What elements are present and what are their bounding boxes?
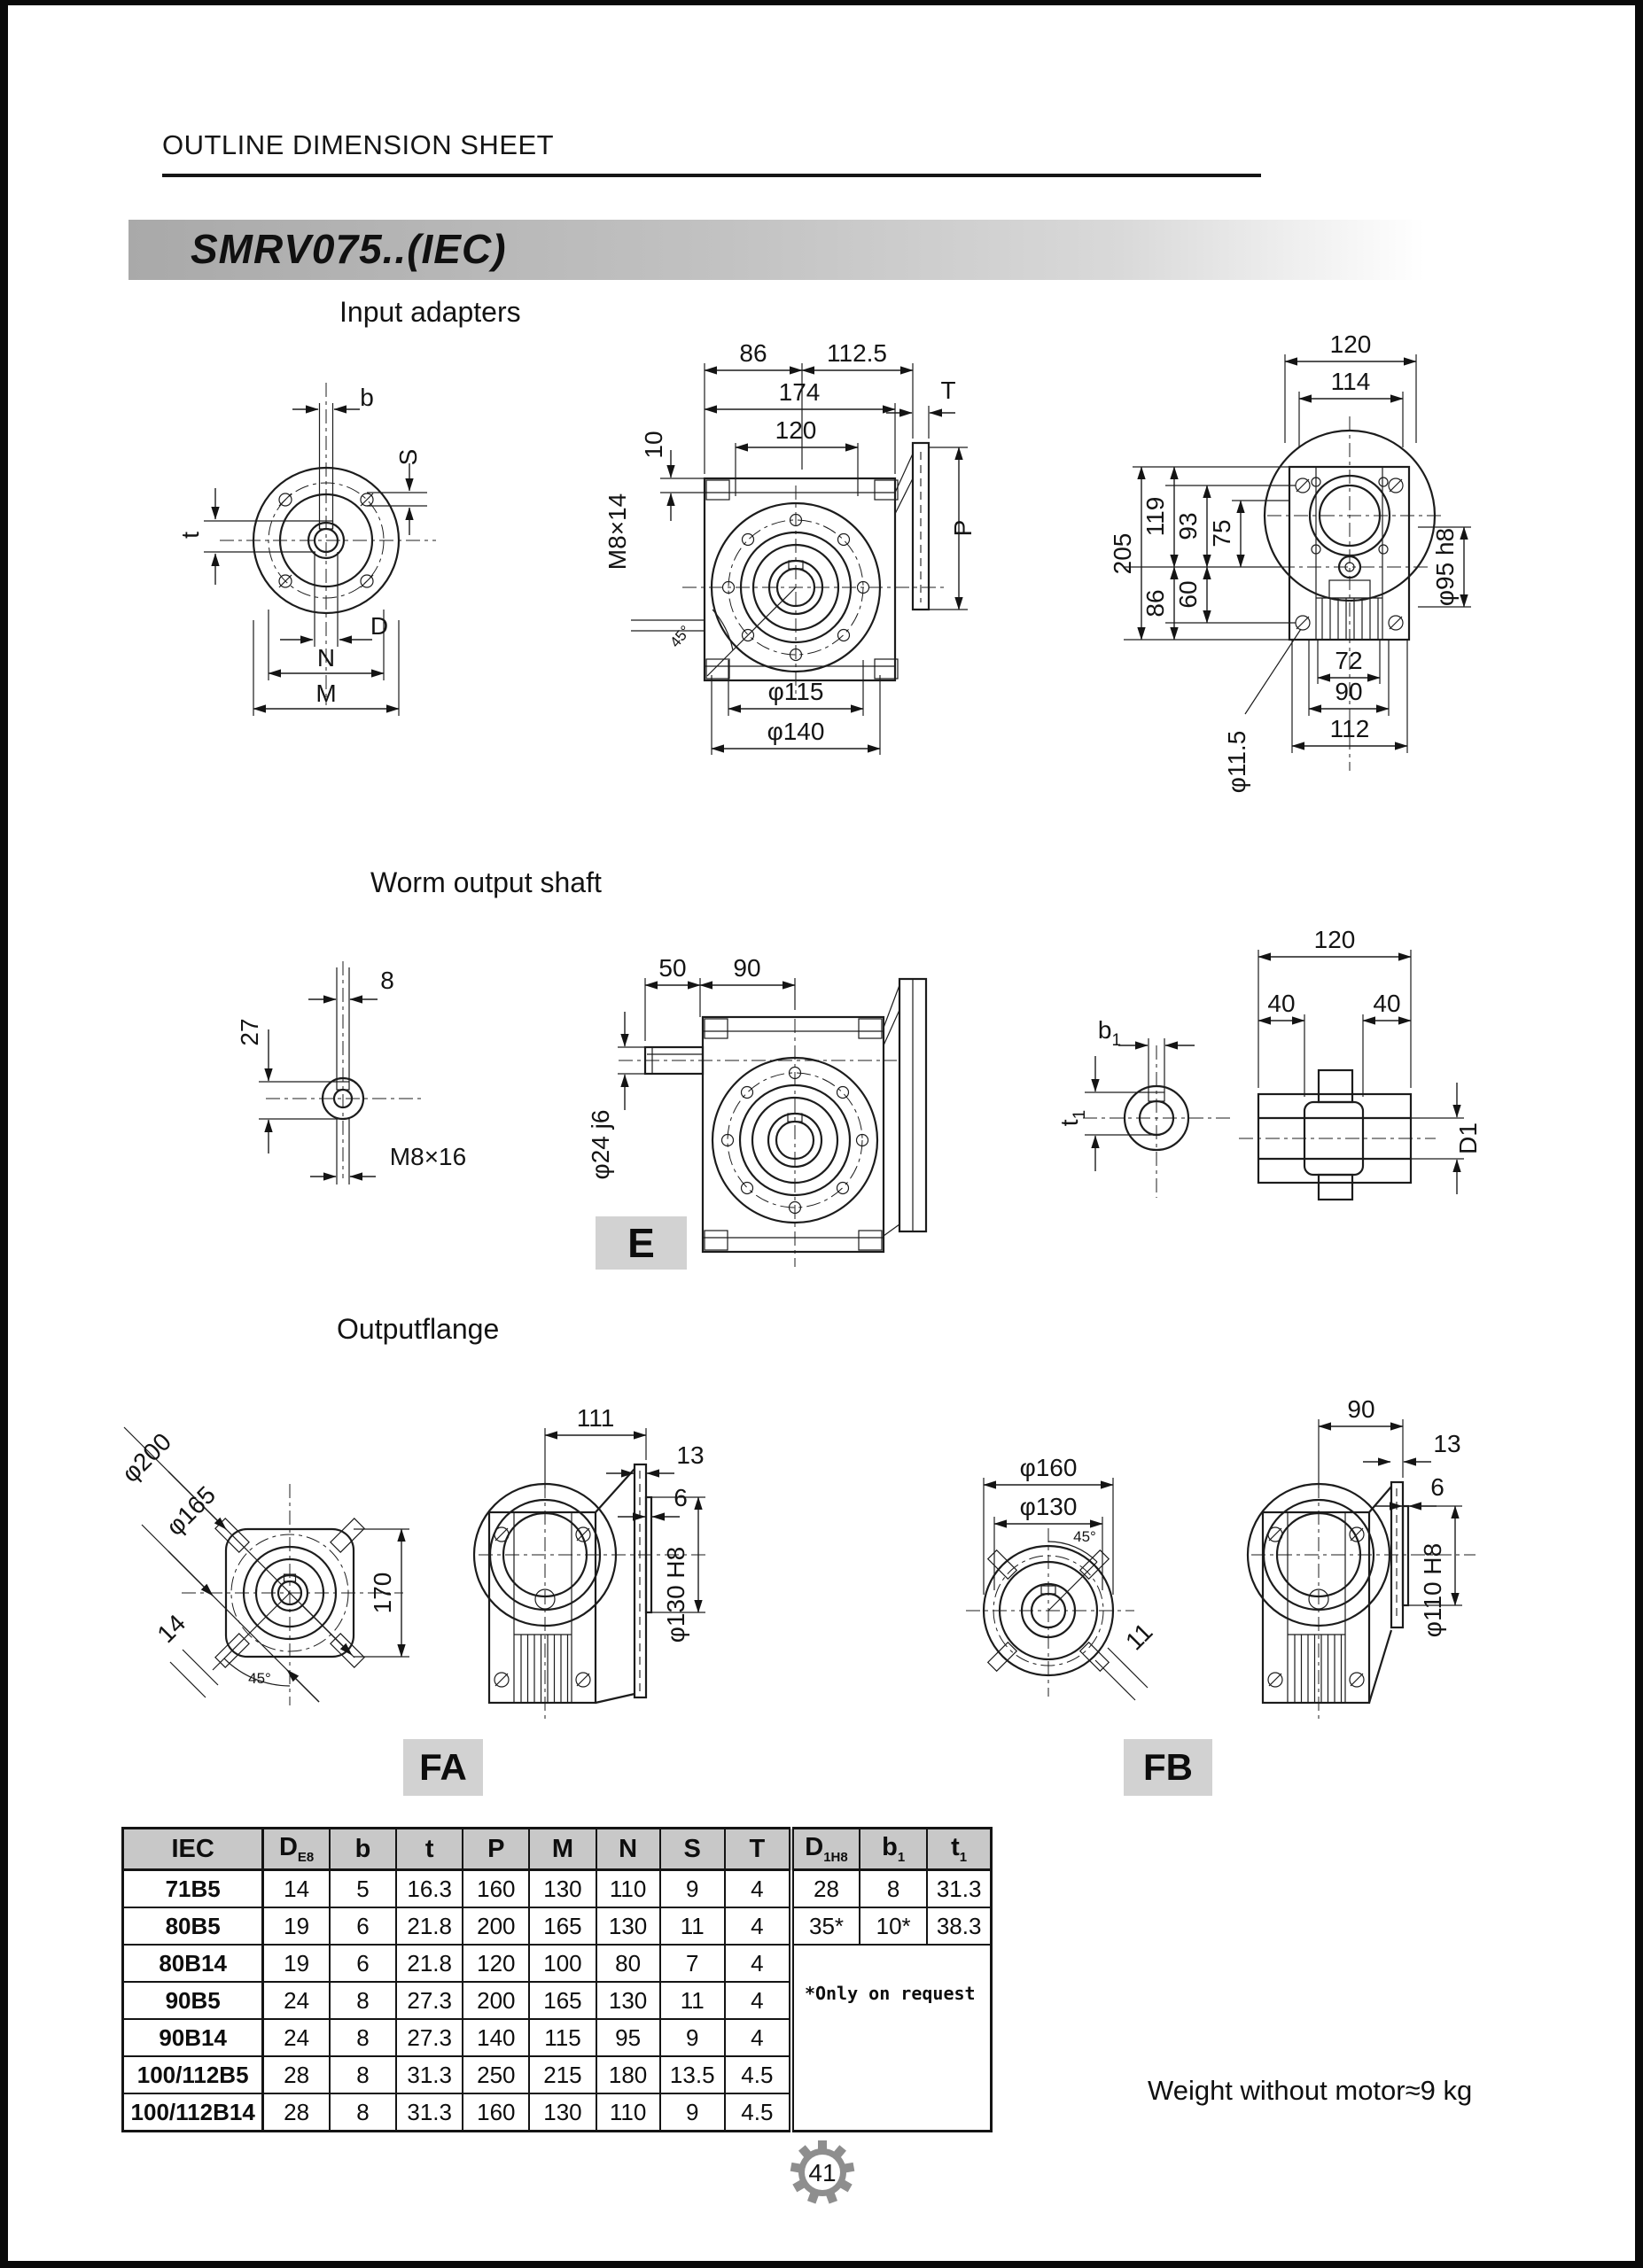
dim-label-phi165: φ165 bbox=[160, 1480, 222, 1542]
dim-label-75: 75 bbox=[1208, 519, 1235, 548]
table-cell: 8 bbox=[860, 1870, 927, 1908]
table-cell: 4.5 bbox=[725, 2056, 791, 2093]
page-number: 41 bbox=[808, 2159, 837, 2186]
table-cell: 4.5 bbox=[725, 2093, 791, 2132]
dim-label-phi24j6: φ24 j6 bbox=[587, 1109, 614, 1180]
dim-label-6: 6 bbox=[1430, 1473, 1444, 1501]
header-rule bbox=[162, 174, 1261, 177]
dim-label-D: D bbox=[370, 612, 389, 640]
dim-label-112-5: 112.5 bbox=[827, 339, 887, 367]
table-cell: 130 bbox=[529, 1870, 596, 1908]
table-cell: 19 bbox=[263, 1907, 330, 1945]
table-cell: 14 bbox=[263, 1870, 330, 1908]
dim-label-6: 6 bbox=[674, 1484, 688, 1511]
dim-label-111: 111 bbox=[576, 1404, 615, 1432]
table-cell: 130 bbox=[596, 1982, 660, 2019]
table-cell: 8 bbox=[330, 2056, 396, 2093]
table-cell: 6 bbox=[330, 1907, 396, 1945]
dimensions bbox=[116, 1427, 409, 1702]
table-header-t1: $t_1$ bbox=[927, 1829, 991, 1870]
drawing-input-adapter-side-view bbox=[1103, 323, 1511, 794]
dim-label-86: 86 bbox=[739, 339, 767, 367]
table-cell: 180 bbox=[596, 2056, 660, 2093]
table-cell: 9 bbox=[660, 1870, 725, 1908]
table-cell: 5 bbox=[330, 1870, 396, 1908]
flange-outline bbox=[966, 1528, 1134, 1697]
table-header-row bbox=[123, 1829, 992, 1870]
dim-label-60: 60 bbox=[1174, 580, 1202, 609]
dim-label-40-left: 40 bbox=[1267, 990, 1296, 1017]
table-cell: 215 bbox=[529, 2056, 596, 2093]
dim-label-45deg: 45° bbox=[248, 1670, 271, 1687]
dimensions bbox=[587, 954, 795, 1179]
table-cell: 71B5 bbox=[123, 1870, 263, 1908]
dim-label-b1: $b_1$ bbox=[1097, 1016, 1122, 1050]
page-number-gear-icon bbox=[787, 2137, 858, 2208]
table-header-D1H8: $D_{1H8}$ bbox=[791, 1829, 860, 1870]
table-cell: 6 bbox=[330, 1945, 396, 1982]
table-row-71B5 bbox=[123, 1870, 992, 1908]
dim-label-50: 50 bbox=[658, 954, 687, 982]
table-cell: 200 bbox=[463, 1982, 529, 2019]
table-cell: 100/112B14 bbox=[123, 2093, 263, 2132]
table-cell: 80B14 bbox=[123, 1945, 263, 1982]
drawing-fb-flange-front bbox=[957, 1418, 1250, 1736]
drawing-worm-shaft-end-view bbox=[222, 939, 514, 1196]
table-cell: 8 bbox=[330, 1982, 396, 2019]
table-header-M: M bbox=[529, 1829, 596, 1870]
dim-label-N: N bbox=[316, 644, 336, 672]
table-cell: 8 bbox=[330, 2093, 396, 2132]
table-cell: 90B14 bbox=[123, 2019, 263, 2056]
table-cell: 8 bbox=[330, 2019, 396, 2056]
table-cell: 21.8 bbox=[396, 1945, 463, 1982]
dim-label-11: 11 bbox=[1120, 1618, 1158, 1656]
dimensions bbox=[545, 1404, 705, 1643]
table-cell: 16.3 bbox=[396, 1870, 463, 1908]
dim-label-phi200: φ200 bbox=[116, 1427, 177, 1488]
dimensions bbox=[236, 967, 466, 1184]
dim-label-phi140: φ140 bbox=[767, 718, 825, 745]
dim-label-T: T bbox=[940, 377, 956, 404]
dim-label-10: 10 bbox=[640, 431, 667, 459]
frame-top bbox=[0, 0, 1643, 5]
dim-label-45deg: 45° bbox=[666, 622, 695, 651]
dim-label-phi130: φ130 bbox=[1019, 1493, 1078, 1520]
dimensions bbox=[176, 384, 427, 716]
drawing-input-adapter-gearbox-front bbox=[585, 337, 1055, 762]
dim-label-90: 90 bbox=[733, 954, 761, 982]
table-cell: 95 bbox=[596, 2019, 660, 2056]
dim-label-t: t bbox=[176, 532, 204, 539]
table-cell: 110 bbox=[596, 1870, 660, 1908]
table-cell: 28 bbox=[263, 2093, 330, 2132]
table-header-S: S bbox=[660, 1829, 725, 1870]
table-cell: 130 bbox=[596, 1907, 660, 1945]
view-tag-E: E bbox=[596, 1216, 687, 1270]
dim-label-M: M bbox=[315, 680, 337, 707]
table-header-b: b bbox=[330, 1829, 396, 1870]
table-cell: 35* bbox=[791, 1907, 860, 1945]
table-cell: 11 bbox=[660, 1982, 725, 2019]
table-cell: 19 bbox=[263, 1945, 330, 1982]
dim-label-8: 8 bbox=[380, 967, 394, 994]
dim-label-S: S bbox=[394, 448, 422, 466]
table-cell: 4 bbox=[725, 2019, 791, 2056]
table-cell: 13.5 bbox=[660, 2056, 725, 2093]
dim-label-40-right: 40 bbox=[1373, 990, 1401, 1017]
model-banner bbox=[128, 220, 1451, 280]
table-cell: 27.3 bbox=[396, 2019, 463, 2056]
dim-label-b: b bbox=[360, 384, 374, 411]
table-row-80B5 bbox=[123, 1907, 992, 1945]
section-title-output-flange: Outputflange bbox=[337, 1313, 500, 1345]
table-cell: 11 bbox=[660, 1907, 725, 1945]
dim-label-72: 72 bbox=[1335, 647, 1363, 674]
table-cell: 4 bbox=[725, 1907, 791, 1945]
table-header-T: T bbox=[725, 1829, 791, 1870]
table-cell: 160 bbox=[463, 1870, 529, 1908]
dimension-table bbox=[121, 1827, 993, 2132]
dim-label-phi130h8: φ130 H8 bbox=[662, 1546, 689, 1643]
table-cell: 31.3 bbox=[927, 1870, 991, 1908]
drawing-fb-flange-side bbox=[1232, 1391, 1524, 1728]
dim-label-14: 14 bbox=[152, 1609, 191, 1649]
dim-label-119: 119 bbox=[1141, 496, 1169, 537]
section-title-input-adapters: Input adapters bbox=[339, 296, 521, 328]
weight-note: Weight without motor≈9 kg bbox=[1148, 2075, 1473, 2106]
table-cell: 160 bbox=[463, 2093, 529, 2132]
table-cell: 130 bbox=[529, 2093, 596, 2132]
table-cell: 4 bbox=[725, 1982, 791, 2019]
table-cell: 24 bbox=[263, 1982, 330, 2019]
table-cell: 100/112B5 bbox=[123, 2056, 263, 2093]
dimension-table-wrap bbox=[121, 1827, 993, 2132]
drawing-fa-flange-side bbox=[434, 1391, 727, 1728]
dim-label-27: 27 bbox=[236, 1018, 263, 1046]
table-cell: 115 bbox=[529, 2019, 596, 2056]
dim-label-114: 114 bbox=[1330, 368, 1371, 395]
table-row-80B14 bbox=[123, 1945, 992, 1982]
dim-label-t1: $t_1$ bbox=[1055, 1109, 1089, 1127]
table-cell: 9 bbox=[660, 2019, 725, 2056]
table-header-t: t bbox=[396, 1829, 463, 1870]
dim-label-phi160: φ160 bbox=[1019, 1454, 1078, 1481]
table-header-P: P bbox=[463, 1829, 529, 1870]
drawing-output-hub bbox=[1046, 921, 1507, 1214]
dim-label-205: 205 bbox=[1109, 532, 1136, 575]
gearbox-outline bbox=[682, 443, 944, 700]
shaft-bore-view bbox=[1055, 1016, 1234, 1198]
table-cell: 80 bbox=[596, 1945, 660, 1982]
frame-left bbox=[0, 0, 8, 2268]
dim-label-D1: D1 bbox=[1454, 1122, 1482, 1154]
table-cell: 10* bbox=[860, 1907, 927, 1945]
dim-label-86: 86 bbox=[1141, 589, 1169, 617]
frame-right bbox=[1635, 0, 1643, 2268]
table-cell: 31.3 bbox=[396, 2093, 463, 2132]
table-cell: 140 bbox=[463, 2019, 529, 2056]
drawing-fa-flange-front bbox=[62, 1382, 452, 1736]
drawing-input-adapter-front-view bbox=[124, 354, 452, 726]
table-cell: 4 bbox=[725, 1870, 791, 1908]
page-title: OUTLINE DIMENSION SHEET bbox=[162, 129, 555, 160]
table-cell: 31.3 bbox=[396, 2056, 463, 2093]
dim-label-120: 120 bbox=[1313, 926, 1356, 953]
dim-label-93: 93 bbox=[1174, 512, 1202, 540]
model-banner-label: SMRV075..(IEC) bbox=[191, 226, 507, 272]
dim-label-90: 90 bbox=[1347, 1395, 1375, 1423]
frame-bottom bbox=[0, 2261, 1643, 2268]
table-cell: 90B5 bbox=[123, 1982, 263, 2019]
table-cell: 110 bbox=[596, 2093, 660, 2132]
table-cell: 200 bbox=[463, 1907, 529, 1945]
dim-label-13: 13 bbox=[1433, 1430, 1461, 1457]
table-cell: 38.3 bbox=[927, 1907, 991, 1945]
dim-label-phi110h8: φ110 H8 bbox=[1419, 1542, 1446, 1638]
table-cell: 100 bbox=[529, 1945, 596, 1982]
hub-section bbox=[1239, 926, 1482, 1200]
table-cell: 250 bbox=[463, 2056, 529, 2093]
dim-label-P: P bbox=[949, 519, 977, 537]
dim-label-112: 112 bbox=[1329, 715, 1370, 742]
table-header-DE8: $D_{E8}$ bbox=[263, 1829, 330, 1870]
table-cell: 21.8 bbox=[396, 1907, 463, 1945]
view-tag-FB: FB bbox=[1124, 1739, 1212, 1796]
table-header-IEC: IEC bbox=[123, 1829, 263, 1870]
dim-label-120: 120 bbox=[1329, 330, 1372, 358]
table-note-only-on-request: *Only on request bbox=[791, 1945, 992, 2132]
section-title-worm-output-shaft: Worm output shaft bbox=[370, 866, 602, 898]
table-cell: 165 bbox=[529, 1907, 596, 1945]
dim-label-174: 174 bbox=[778, 378, 821, 406]
table-cell: 24 bbox=[263, 2019, 330, 2056]
table-header-N: N bbox=[596, 1829, 660, 1870]
table-cell: 165 bbox=[529, 1982, 596, 2019]
table-cell: 7 bbox=[660, 1945, 725, 1982]
dim-label-120: 120 bbox=[775, 416, 817, 444]
dim-label-13: 13 bbox=[676, 1441, 705, 1469]
dim-label-45deg: 45° bbox=[1073, 1528, 1096, 1545]
table-cell: 120 bbox=[463, 1945, 529, 1982]
table-cell: 9 bbox=[660, 2093, 725, 2132]
table-cell: 4 bbox=[725, 1945, 791, 1982]
dim-label-m8x16: M8×16 bbox=[389, 1143, 467, 1170]
dim-label-phi95h8: φ95 h8 bbox=[1431, 527, 1459, 607]
dim-label-phi11-5: φ11.5 bbox=[1223, 730, 1250, 794]
dim-label-90: 90 bbox=[1335, 678, 1363, 705]
dim-label-phi115: φ115 bbox=[767, 678, 824, 705]
table-cell: 28 bbox=[791, 1870, 860, 1908]
table-cell: 80B5 bbox=[123, 1907, 263, 1945]
table-header-b1: $b_1$ bbox=[860, 1829, 927, 1870]
table-body bbox=[123, 1870, 992, 2132]
dim-label-170: 170 bbox=[369, 1572, 396, 1614]
view-tag-FA: FA bbox=[403, 1739, 483, 1796]
table-cell: 28 bbox=[263, 2056, 330, 2093]
dim-label-m8x14: M8×14 bbox=[603, 493, 631, 571]
table-cell: 27.3 bbox=[396, 1982, 463, 2019]
